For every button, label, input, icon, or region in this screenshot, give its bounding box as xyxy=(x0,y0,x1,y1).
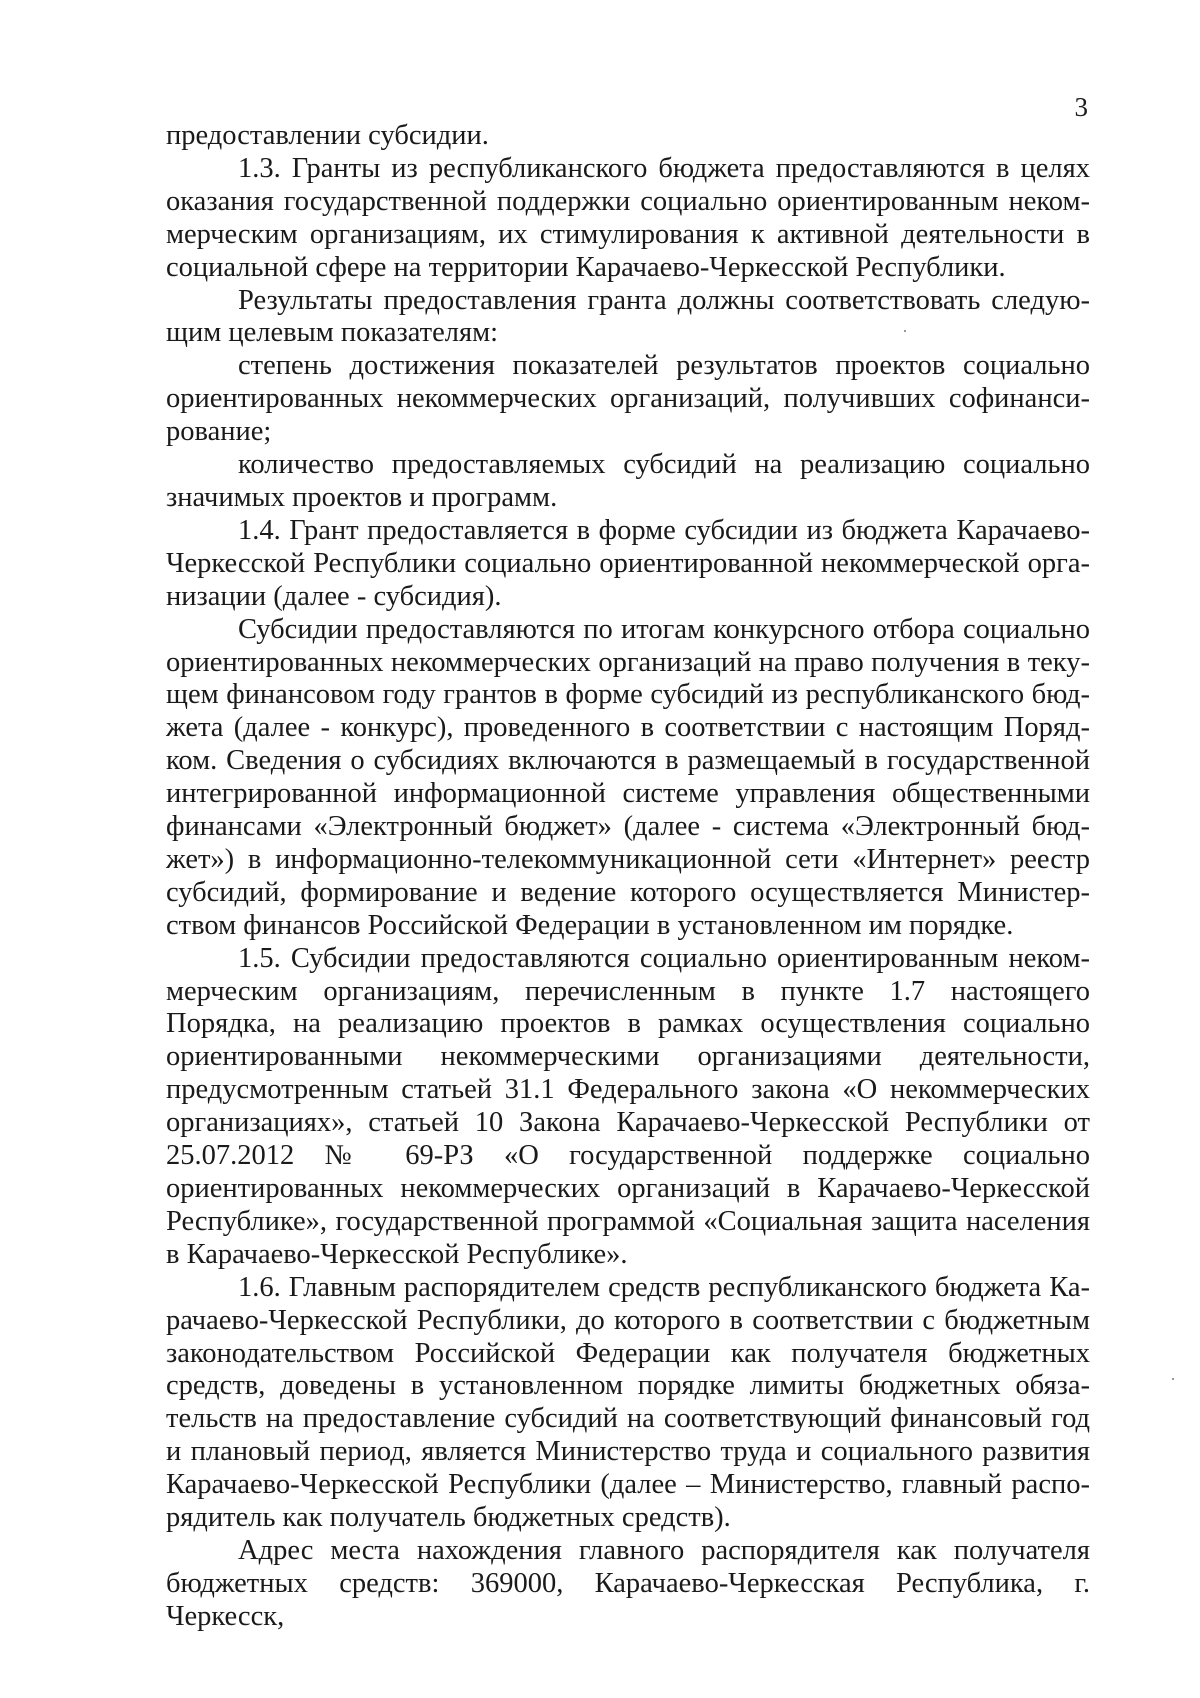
paragraph-grant-results: Результаты предоставления гранта должны соответствовать следующим целевым показателям: xyxy=(166,284,1090,349)
paragraph-indicator-2: количество предоставляемых субсидий на реализацию социально значимых проектов и программ. xyxy=(166,449,1090,513)
document-body xyxy=(166,120,1090,1634)
paragraph-indicator-1: степень достижения показателей результатов проектов социально ориентированных некоммерческих организаций, получивших софинансирование; xyxy=(166,350,1090,448)
scan-speck xyxy=(1172,1378,1174,1380)
paragraph-1-5: 1.5. Субсидии предоставляются социально ориентированным некоммерческим организациям, перечисленным в пункте 1.7 настоящего Порядка, на реализацию проектов в рамках осуществления социально ориентированными некоммерческими организациями деятельности, предусмотренным статьей 31.1 Федерального закона «О некоммерческих организациях», статьей 10 Закона Карачаево-Черкесской Республики от 25.07.2012 № 69-РЗ «О государственной поддержке социально ориентированных некоммерческих организаций в Карачаево-Черкесской Республике», государственной программой «Социальная защита населения в Карачаево-Черкесской Республике». xyxy=(166,942,1090,1270)
paragraph-competition: Субсидии предоставляются по итогам конкурсного отбора социально ориентированных некоммерческих организаций на право получения в текущем финансовом году грантов в форме субсидий из республиканского бюджета (далее - конкурс), проведенного в соответствии с настоящим Порядком. Сведения о субсидиях включаются в размещаемый в государственной интегрированной информационной системе управления общественными финансами «Электронный бюджет» (далее - система «Электронный бюджет») в информационно-телекоммуникационной сети «Интернет» реестр субсидий, формирование и ведение которого осуществляется Министерством финансов Российской Федерации в установленном им порядке. xyxy=(166,613,1090,941)
paragraph-1-4: 1.4. Грант предоставляется в форме субсидии из бюджета Карачаево-Черкесской Республики социально ориентированной некоммерческой организации (далее - субсидия). xyxy=(166,514,1090,612)
paragraph-1-6: 1.6. Главным распорядителем средств республиканского бюджета Карачаево-Черкесской Республики, до которого в соответствии с бюджетным законодательством Российской Федерации как получателя бюджетных средств, доведены в установленном порядке лимиты бюджетных обязательств на предоставление субсидий на соответствующий финансовый год и плановый период, является Министерство труда и социального развития Карачаево-Черкесской Республики (далее – Министерство, главный распорядитель как получатель бюджетных средств). xyxy=(166,1271,1090,1534)
paragraph-address: Адрес места нахождения главного распорядителя как получателя бюджетных средств: 369000, Карачаево-Черкесская Республика, г. Черкесск, xyxy=(166,1534,1090,1632)
paragraph-1-3: 1.3. Гранты из республиканского бюджета предоставляются в целях оказания государственной поддержки социально ориентированным некоммерческим организациям, их стимулирования к активной деятельности в социальной сфере на территории Карачаево-Черкесской Республики. xyxy=(166,152,1090,283)
scan-speck xyxy=(904,330,906,332)
page-number: 3 xyxy=(1074,92,1088,122)
paragraph-continuation: предоставлении субсидии. xyxy=(166,120,489,151)
